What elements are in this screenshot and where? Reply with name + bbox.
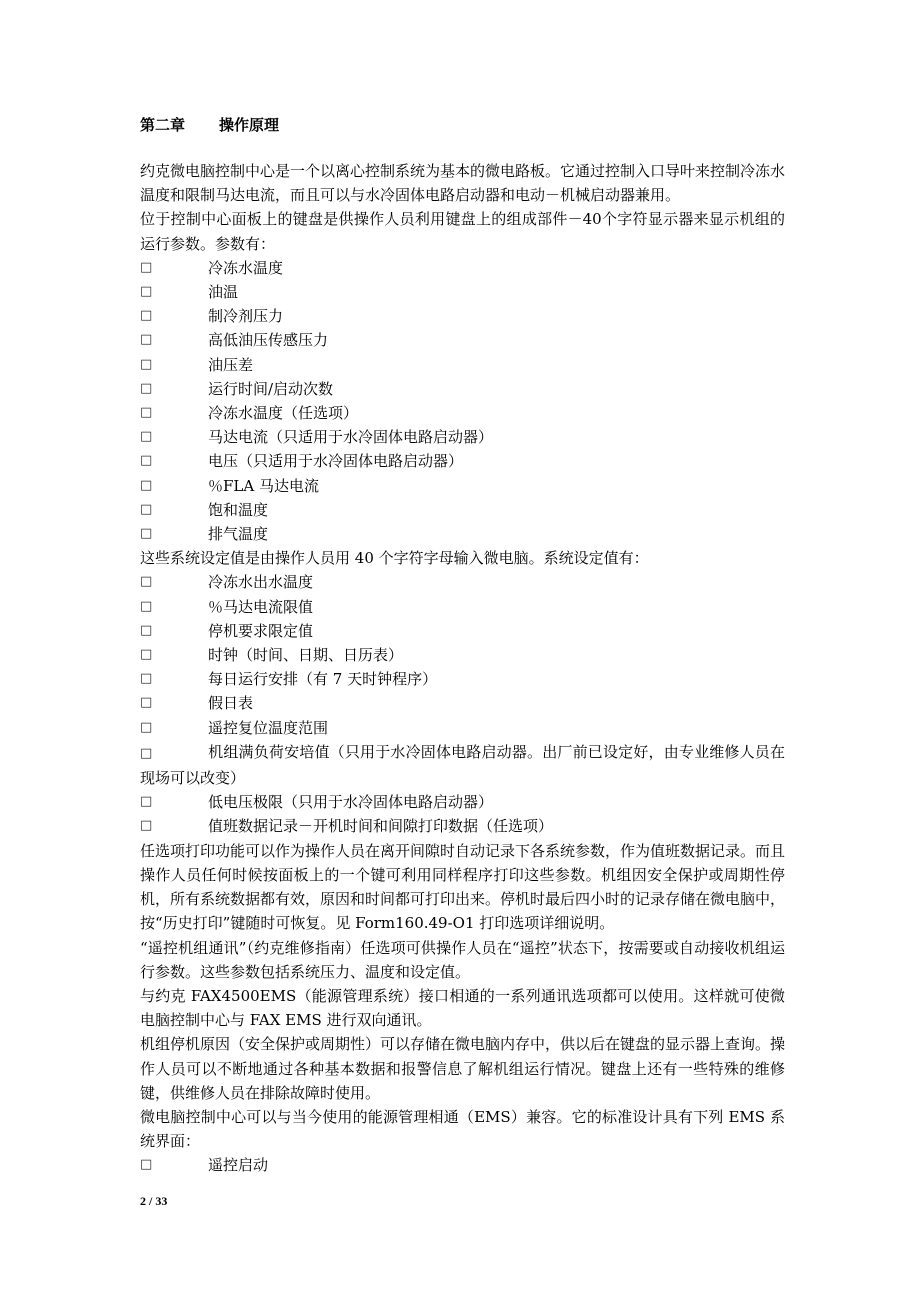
bullet-box-icon: □ (140, 259, 153, 275)
bullet-box-icon: □ (140, 1157, 153, 1173)
parameter-list (140, 256, 785, 546)
bullet-box-icon: □ (140, 429, 153, 445)
list-item: □ 时钟（时间、日期、日历表） (140, 643, 785, 667)
list-item: □ 冷冻水出水温度 (140, 570, 785, 594)
bullet-box-icon: □ (140, 598, 153, 614)
list-item: □ 电压（只适用于水冷固体电路启动器） (140, 449, 785, 473)
bullet-box-icon: □ (140, 405, 153, 421)
bullet-box-icon: □ (140, 501, 153, 517)
list-item: □ 停机要求限定值 (140, 619, 785, 643)
bullet-box-icon: □ (140, 453, 153, 469)
paragraph-remote-comm: “遥控机组通讯”（约克维修指南）任选项可供操作人员在“遥控”状态下，按需要或自动接收机组运行参数。这些参数包括系统压力、温度和设定值。 (140, 938, 785, 981)
bullet-box-icon: □ (140, 695, 153, 711)
page-number: 2 / 33 (140, 1194, 168, 1208)
bullet-box-icon: □ (140, 284, 153, 300)
list-item: □ 每日运行安排（有 7 天时钟程序） (140, 667, 785, 691)
bullet-box-icon: □ (140, 719, 153, 735)
list-item: □ 运行时间/启动次数 (140, 377, 785, 401)
paragraph-print-option: 任选项打印功能可以作为操作人员在离开间隙时自动记录下各系统参数，作为值班数据记录。而且操作人员任何时候按面板上的一个键可利用同样程序打印这些参数。机组因安全保护或周期性停机，所有系统数据都有效，原因和时间都可打印出来。停机时最后四小时的记录存储在微电脑中，按“历史打印”键随时可恢复。见 Form160.49-O1 打印选项详细说明。 (140, 841, 786, 933)
list-item: □ 油压差 (140, 353, 785, 377)
bullet-box-icon: □ (140, 332, 153, 348)
paragraph-intro: 约克微电脑控制中心是一个以离心控制系统为基本的微电路板。它通过控制入口导叶来控制冷冻水温度和限制马达电流，而且可以与水冷固体电路启动器和电动－机械启动器兼用。 (140, 162, 786, 205)
setpoint-list (140, 570, 785, 838)
bullet-box-icon: □ (140, 622, 153, 638)
list-item: □ ％马达电流限值 (140, 595, 785, 619)
paragraph-ems-interface: 微电脑控制中心可以与当今使用的能源管理相通（EMS）兼容。它的标准设计具有下列 EMS 系统界面： (140, 1107, 785, 1151)
ems-list (140, 1153, 785, 1177)
list-item: □ 马达电流（只适用于水冷固体电路启动器） (140, 425, 785, 449)
chapter-heading (140, 114, 279, 136)
list-item: □ ％FLA 马达电流 (140, 474, 785, 498)
bullet-box-icon: □ (140, 308, 153, 324)
list-item: □ 冷冻水温度（任选项） (140, 401, 785, 425)
chapter-title: 操作原理 (219, 116, 280, 134)
list-item: □ 假日表 (140, 691, 785, 715)
paragraph-setpoints: 这些系统设定值是由操作人员用 40 个字符字母输入微电脑。系统设定值有： (140, 549, 649, 568)
list-item: □ 饱和温度 (140, 498, 785, 522)
list-item: □ 制冷剂压力 (140, 304, 785, 328)
list-item: □ 值班数据记录－开机时间和间隙打印数据（任选项） (140, 814, 785, 838)
list-item: □ 冷冻水温度 (140, 256, 785, 280)
bullet-box-icon: □ (140, 526, 153, 542)
body-text (140, 159, 785, 1178)
list-item: □ 低电压极限（只用于水冷固体电路启动器） (140, 790, 785, 814)
paragraph-keypad: 位于控制中心面板上的键盘是供操作人员利用键盘上的组成部件－40个字符显示器来显示机组的运行参数。参数有： (140, 210, 785, 253)
bullet-box-icon: □ (140, 574, 153, 590)
bullet-box-icon: □ (140, 671, 153, 687)
bullet-box-icon: □ (140, 647, 153, 663)
bullet-box-icon: □ (140, 745, 153, 761)
bullet-box-icon: □ (140, 477, 153, 493)
list-item: □ 机组满负荷安培值（只用于水冷固体电路启动器。出厂前已设定好，由专业维修人员在现场可以改变） (140, 742, 785, 788)
list-item: □ 遥控复位温度范围 (140, 716, 785, 740)
paragraph-fax-ems: 与约克 FAX4500EMS（能源管理系统）接口相通的一系列通讯选项都可以使用。这样就可使微电脑控制中心与 FAX EMS 进行双向通讯。 (140, 986, 785, 1030)
paragraph-shutdown-causes: 机组停机原因（安全保护或周期性）可以存储在微电脑内存中，供以后在键盘的显示器上查询。操作人员可以不断地通过各种基本数据和报警信息了解机组运行情况。键盘上还有一些特殊的维修键，供维修人员在排除故障时使用。 (140, 1035, 786, 1102)
list-item: □ 油温 (140, 280, 785, 304)
list-item: □ 排气温度 (140, 522, 785, 546)
bullet-box-icon: □ (140, 818, 153, 834)
bullet-box-icon: □ (140, 794, 153, 810)
bullet-box-icon: □ (140, 380, 153, 396)
bullet-box-icon: □ (140, 356, 153, 372)
list-item: □ 高低油压传感压力 (140, 328, 785, 352)
list-item: □ 遥控启动 (140, 1153, 785, 1177)
chapter-number: 第二章 (140, 116, 186, 134)
